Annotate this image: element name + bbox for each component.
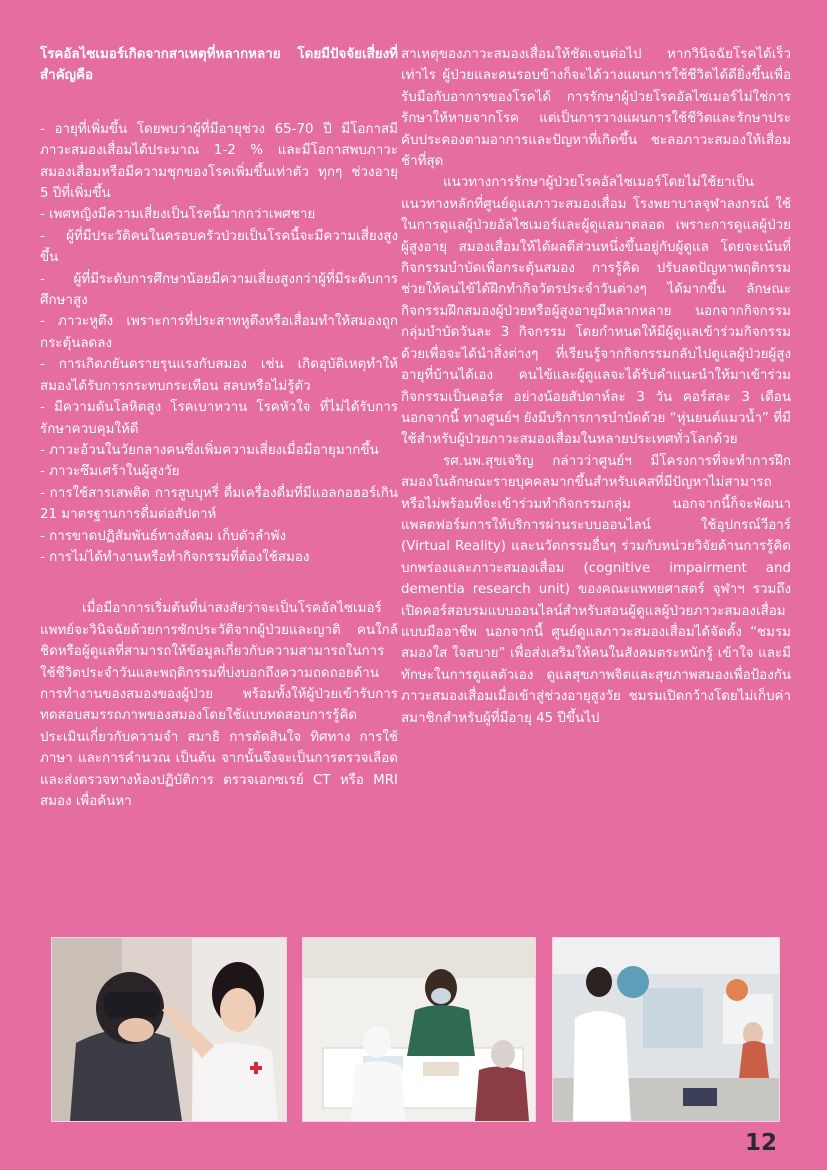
section-heading: โรคอัลไซเมอร์เกิดจากสาเหตุที่หลากหลาย โดยมีปัจจัยเสี่ยงที่สำคัญคือ: [40, 47, 398, 84]
group-activity-photo: [302, 937, 536, 1122]
vr-therapy-photo: [51, 937, 287, 1122]
risk-item: - การใช้สารเสพติด การสูบบุหรี่ ดื่มเครื่องดื่มที่มีแอลกอฮอร์เกิน 21 มาตรฐานการดื่มต่อสัปดาห์: [40, 485, 398, 523]
group-activity-illustration: [303, 938, 535, 1121]
left-column: [40, 44, 398, 812]
diagnosis-paragraph: เมื่อมีอาการเริ่มต้นที่น่าสงสัยว่าจะเป็นโรคอัลไซเมอร์ แพทย์จะวินิจฉัยด้วยการซักประวัติจากผู้ป่วยและญาติ คนใกล้ชิดหรือผู้ดูแลที่สามารถให้ข้อมูลเกี่ยวกับความสามารถในการใช้ชีวิตประจำวันและพฤติกรรมที่บ่งบอกถึงความถดถอยด้านการทำงานของสมองของผู้ป่วย พร้อมทั้งให้ผู้ป่วยเข้ารับการทดสอบสมรรถภาพของสมองโดยใช้แบบทดสอบการรู้คิด ประเมินเกี่ยวกับความจำ สมาธิ การตัดสินใจ ทิศทาง การใช้ภาษา และการคำนวณ เป็นต้น จากนั้นจึงจะเป็นการตรวจเลือดและส่งตรวจทางห้องปฏิบัติการ ตรวจเอกซเรย์ CT หรือ MRI สมอง เพื่อค้นหา: [40, 601, 398, 809]
body-paragraph: สาเหตุของภาวะสมองเสื่อมให้ชัดเจนต่อไป หากวินิจฉัยโรคได้เร็วเท่าไร ผู้ป่วยและคนรอบข้างก็จะได้วางแผนการใช้ชีวิตได้ดียิ่งขึ้นเพื่อรับมือกับอาการของโรคได้ การรักษาผู้ป่วยโรคอัลไซเมอร์ไม่ใช่การรักษาให้หายจากโรค แต่เป็นการวางแผนการใช้ชีวิตและรักษาประคับประคองตามอาการและปัญหาที่เกิดขึ้น ชะลอภาวะสมองให้เสื่อมช้าที่สุด: [401, 47, 791, 170]
risk-item: - ผู้ที่มีระดับการศึกษาน้อยมีความเสี่ยงสูงกว่าผู้ที่มีระดับการศึกษาสูง: [40, 271, 398, 309]
risk-item: - ผู้ที่มีประวัติคนในครอบครัวป่วยเป็นโรคนี้จะมีความเสี่ยงสูงขึ้น: [40, 228, 398, 266]
body-paragraph: แนวทางการรักษาผู้ป่วยโรคอัลไซเมอร์โดยไม่ใช้ยาเป็นแนวทางหลักที่ศูนย์ดูแลภาวะสมองเสื่อม โรงพยาบาลจุฬาลงกรณ์ ใช้ในการดูแลผู้ป่วยอัลไซเมอร์และผู้ดูแลมาตลอด เพราะการดูแลผู้ป่วย ผู้สูงอายุ สมองเสื่อมให้ได้ผลดีส่วนหนึ่งขึ้นอยู่กับผู้ดูแล โดยจะเน้นที่กิจกรรมบำบัดเพื่อกระตุ้นสมอง การรู้คิด ปรับลดปัญหาพฤติกรรม ช่วยให้คนไข้ได้ฝึกทำกิจวัตรประจำวันต่างๆ ได้มากขึ้น ลักษณะกิจกรรมฝึกสมองผู้ป่วยหรือผู้สูงอายุมีหลากหลาย นอกจากกิจกรรมกลุ่มบำบัดวันละ 3 กิจกรรม โดยกำหนดให้มีผู้ดูแลเข้าร่วมกิจกรรมด้วยเพื่อจะได้นำสิ่งต่างๆ ที่เรียนรู้จากกิจกรรมกลับไปดูแลผู้ป่วยผู้สูงอายุที่บ้านได้เอง คนไข้และผู้ดูแลจะได้รับคำแนะนำให้มาเข้าร่วมกิจกรรมเป็นคอร์ส อย่างน้อยสัปดาห์ละ 3 วัน คอร์สละ 3 เดือน นอกจากนี้ ทางศูนย์ฯ ยังมีบริการการบำบัดด้วย “หุ่นยนต์แมวน้ำ” ที่มีใช้สำหรับผู้ป่วยภาวะสมองเสื่อมในหลายประเทศทั่วโลกด้วย: [401, 175, 791, 448]
risk-item: - อายุที่เพิ่มขึ้น โดยพบว่าผู้ที่มีอายุช่วง 65-70 ปี มีโอกาสมีภาวะสมองเสื่อมได้ประมาณ 1-2 % และมีโอกาสพบภาวะสมองเสื่อมหรือมีความชุกของโรคเพิ่มขึ้นเท่าตัว ทุกๆ ช่วงอายุ 5 ปีที่เพิ่มขึ้น: [40, 121, 398, 202]
risk-item: - ภาวะหูตึง เพราะการที่ประสาทหูตึงหรือเสื่อมทำให้สมองถูกกระตุ้นลดลง: [40, 314, 398, 351]
risk-item: - การขาดปฏิสัมพันธ์ทางสังคม เก็บตัวลำพัง: [40, 528, 287, 544]
body-paragraph: รศ.นพ.สุขเจริญ กล่าวว่าศูนย์ฯ มีโครงการที่จะทำการฝึกสมองในลักษณะรายบุคคลมากขึ้นสำหรับเคสที่มีปัญหาไม่สามารถหรือไม่พร้อมที่จะเข้าร่วมทำกิจกรรมกลุ่ม นอกจากนี้ก็จะพัฒนาแพลตฟอร์มการให้บริการผ่านระบบออนไลน์ ใช้อุปกรณ์วีอาร์ (Virtual Reality) และนวัตกรรมอื่นๆ ร่วมกับหน่วยวิจัยด้านการรู้คิดบกพร่องและภาวะสมองเสื่อม (cognitive impairment and dementia research unit) ของคณะแพทยศาสตร์ จุฬาฯ รวมถึงเปิดคอร์สอบรมแบบออนไลน์สำหรับสอนผู้ดูแลผู้ป่วยภาวะสมองเสื่อมแบบมืออาชีพ นอกจากนี้ ศูนย์ดูแลภาวะสมองเสื่อมได้จัดตั้ง “ชมรมสมองใส ใจสบาย” เพื่อส่งเสริมให้คนในสังคมตระหนักรู้ เข้าใจ และมีทักษะในการดูแลตัวเอง ดูแลสุขภาพจิตและสุขภาพสมองเพื่อป้องกันภาวะสมองเสื่อมเมื่อเข้าสู่ช่วงอายุสูงวัย ชมรมเปิดกว้างโดยไม่เก็บค่าสมาชิกสำหรับผู้ที่มีอายุ 45 ปีขึ้นไป: [401, 453, 791, 726]
vr-therapy-illustration: [52, 938, 286, 1121]
risk-item: - มีความดันโลหิตสูง โรคเบาหวาน โรคหัวใจ ที่ไม่ได้รับการรักษาควบคุมให้ดี: [40, 400, 398, 437]
page-number: 12: [736, 1123, 786, 1163]
risk-item: - การไม่ได้ทำงานหรือทำกิจกรรมที่ต้องใช้สมอง: [40, 549, 310, 565]
risk-item: - ภาวะอ้วนในวัยกลางคนซึ่งเพิ่มความเสี่ยงเมื่อมีอายุมากขึ้น: [40, 442, 379, 458]
exercise-class-illustration: [553, 938, 779, 1121]
right-column: [401, 44, 791, 729]
risk-item: - การเกิดภยันตรายรุนแรงกับสมอง เช่น เกิดอุบัติเหตุทำให้สมองได้รับการกระทบกระเทือน สลบหรือไม่รู้ตัว: [40, 357, 398, 394]
risk-item: - เพศหญิงมีความเสี่ยงเป็นโรคนี้มากกว่าเพศชาย: [40, 207, 316, 223]
exercise-class-photo: [552, 937, 780, 1122]
risk-item: - ภาวะซึมเศร้าในผู้สูงวัย: [40, 464, 180, 480]
